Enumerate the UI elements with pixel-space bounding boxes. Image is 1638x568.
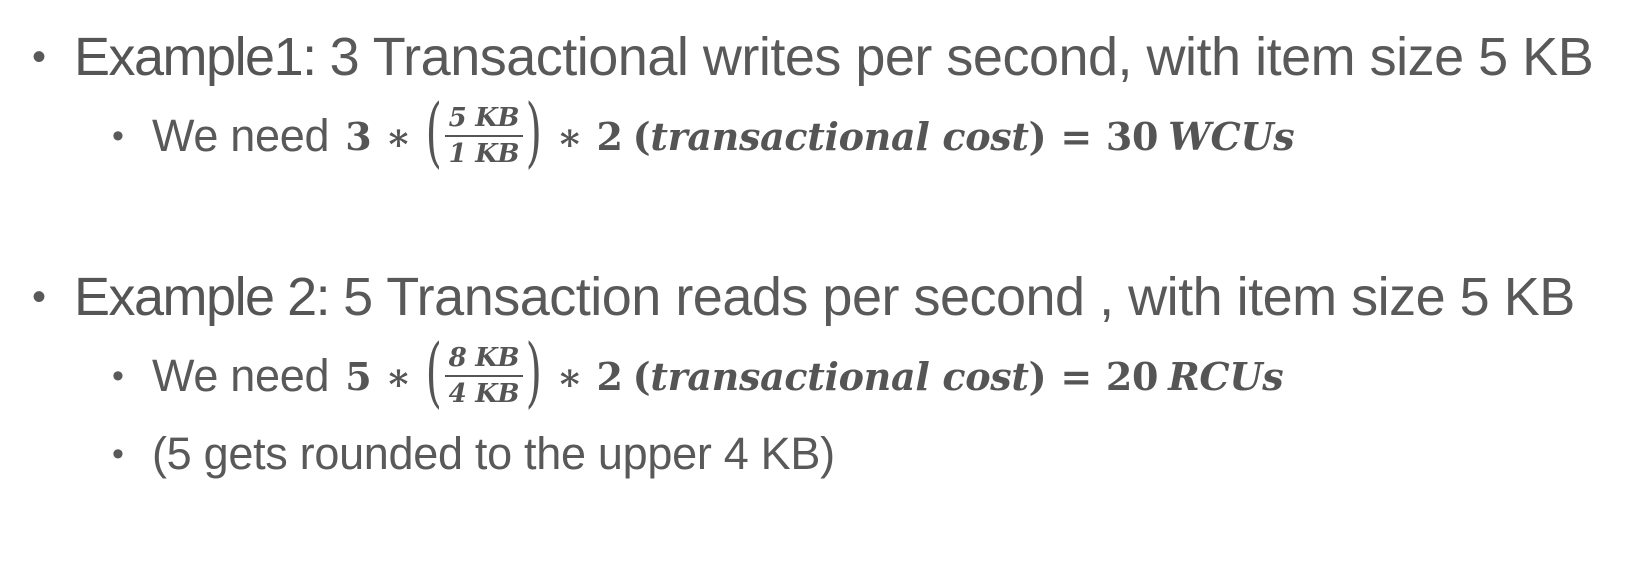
formula-unit: WCUs	[1168, 113, 1295, 159]
example1-bullet	[32, 26, 1593, 88]
bullet-icon: •	[32, 274, 46, 319]
formula-unit: RCUs	[1168, 353, 1284, 399]
example2-text: 5 Transaction reads per second , with item size 5 KB	[343, 267, 1575, 327]
formula-cost-label: transactional cost	[650, 353, 1029, 399]
formula-times-operator: ∗	[556, 113, 583, 159]
formula-equals: =	[1060, 113, 1092, 159]
example1-text: 3 Transactional writes per second, with item size 5 KB	[329, 27, 1594, 87]
example1-label: Example1:	[74, 27, 316, 87]
example2-formula-bullet	[112, 327, 1284, 416]
example2-formula	[345, 327, 1284, 416]
formula-fraction	[445, 104, 524, 168]
formula-times-operator: ∗	[385, 353, 412, 399]
formula-result: 20	[1105, 353, 1159, 399]
example2-bullet	[32, 266, 1575, 328]
fraction-denominator: 1 KB	[448, 138, 520, 169]
formula-cost-open-paren: (	[632, 113, 651, 159]
bullet-icon: •	[32, 34, 46, 79]
formula-multiplier: 5	[345, 353, 372, 399]
left-paren: (	[425, 327, 443, 416]
formula-multiplier: 3	[345, 113, 372, 159]
example2-note-bullet	[112, 428, 835, 480]
formula-cost-close-paren: )	[1028, 353, 1047, 399]
example2-detail-prefix: We need	[152, 350, 330, 401]
left-paren: (	[425, 87, 443, 176]
example2-label: Example 2:	[74, 267, 330, 327]
formula-times-operator: ∗	[556, 353, 583, 399]
right-paren: )	[525, 327, 542, 416]
formula-cost-label: transactional cost	[650, 113, 1029, 159]
fraction-numerator: 8 KB	[445, 344, 524, 377]
formula-factor: 2	[596, 353, 623, 399]
formula-times-operator: ∗	[385, 113, 412, 159]
formula-equals: =	[1060, 353, 1092, 399]
fraction-denominator: 4 KB	[448, 378, 520, 409]
formula-cost-open-paren: (	[632, 353, 651, 399]
formula-fraction	[445, 344, 524, 408]
bullet-icon: •	[112, 116, 124, 155]
example1-formula-bullet	[112, 87, 1295, 176]
bullet-icon: •	[112, 434, 124, 473]
formula-result: 30	[1105, 113, 1159, 159]
right-paren: )	[525, 87, 542, 176]
bullet-icon: •	[112, 356, 124, 395]
example1-detail-prefix: We need	[152, 110, 330, 161]
fraction-numerator: 5 KB	[445, 104, 524, 137]
example1-formula	[345, 87, 1295, 176]
formula-cost-close-paren: )	[1028, 113, 1047, 159]
example2-note: (5 gets rounded to the upper 4 KB)	[152, 428, 835, 479]
formula-factor: 2	[596, 113, 623, 159]
